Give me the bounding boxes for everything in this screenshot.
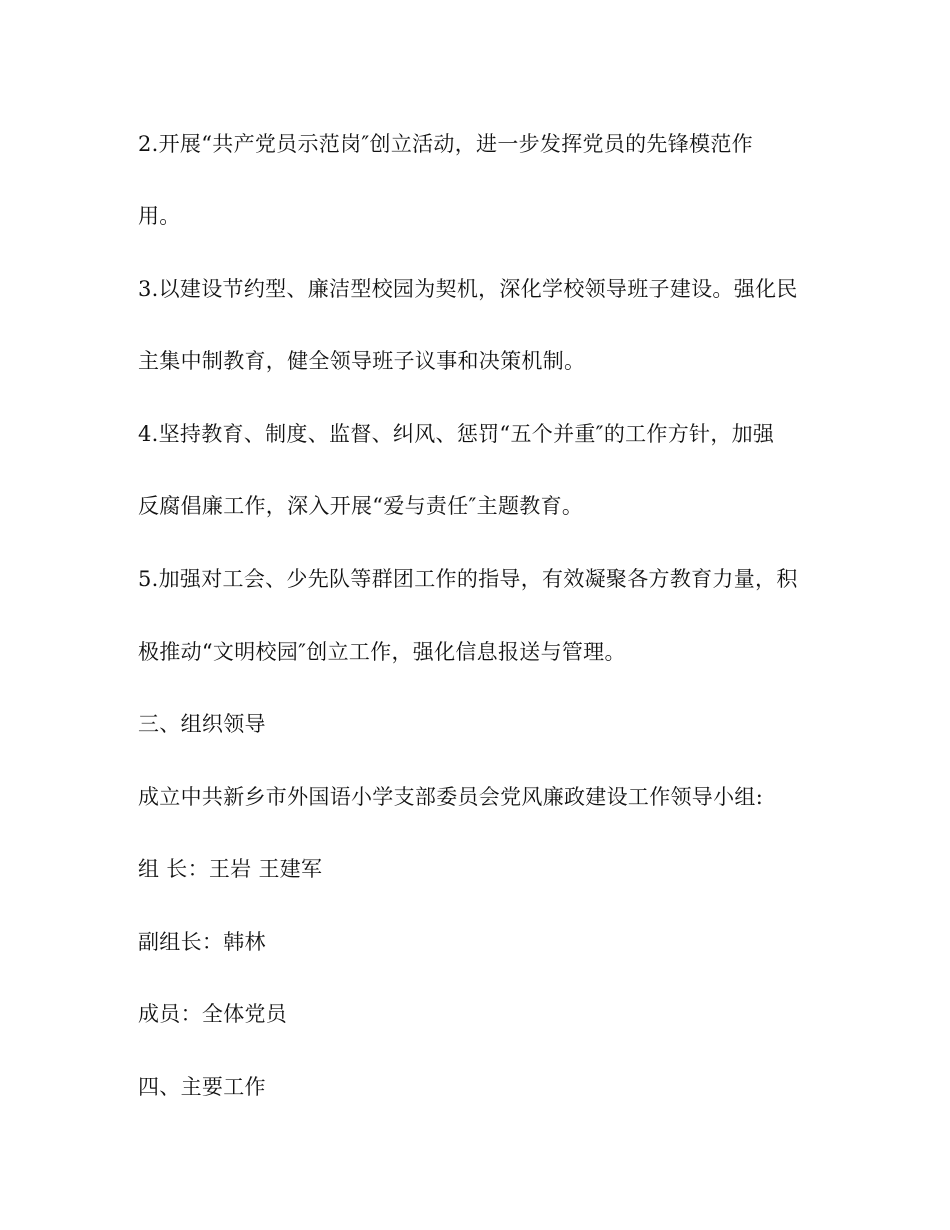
paragraph-line: 主集中制教育，健全领导班子议事和决策机制。 bbox=[138, 349, 586, 373]
group-leader-line: 组 长：王岩 王建军 bbox=[138, 857, 323, 881]
paragraph-line: 2.开展“共产党员示范岗″创立活动，进一步发挥党员的先锋模范作 bbox=[138, 132, 753, 156]
paragraph-line: 5.加强对工会、少先队等群团工作的指导，有效凝聚各方教育力量，积 bbox=[138, 567, 798, 591]
section-heading: 三、组织领导 bbox=[138, 712, 266, 736]
section-heading: 四、主要工作 bbox=[138, 1075, 266, 1099]
paragraph-line: 成立中共新乡市外国语小学支部委员会党风廉政建设工作领导小组: bbox=[138, 785, 764, 809]
paragraph-line: 反腐倡廉工作，深入开展“爱与责任″主题教育。 bbox=[138, 494, 584, 518]
paragraph-line: 3.以建设节约型、廉洁型校园为契机，深化学校领导班子建设。强化民 bbox=[138, 277, 798, 301]
deputy-leader-line: 副组长：韩林 bbox=[138, 930, 266, 954]
paragraph-line: 极推动“文明校园″创立工作，强化信息报送与管理。 bbox=[138, 640, 626, 664]
paragraph-line: 4.坚持教育、制度、监督、纠风、惩罚“五个并重″的工作方针，加强 bbox=[138, 422, 775, 446]
paragraph-line: 用。 bbox=[138, 204, 181, 228]
members-line: 成员：全体党员 bbox=[138, 1002, 288, 1026]
